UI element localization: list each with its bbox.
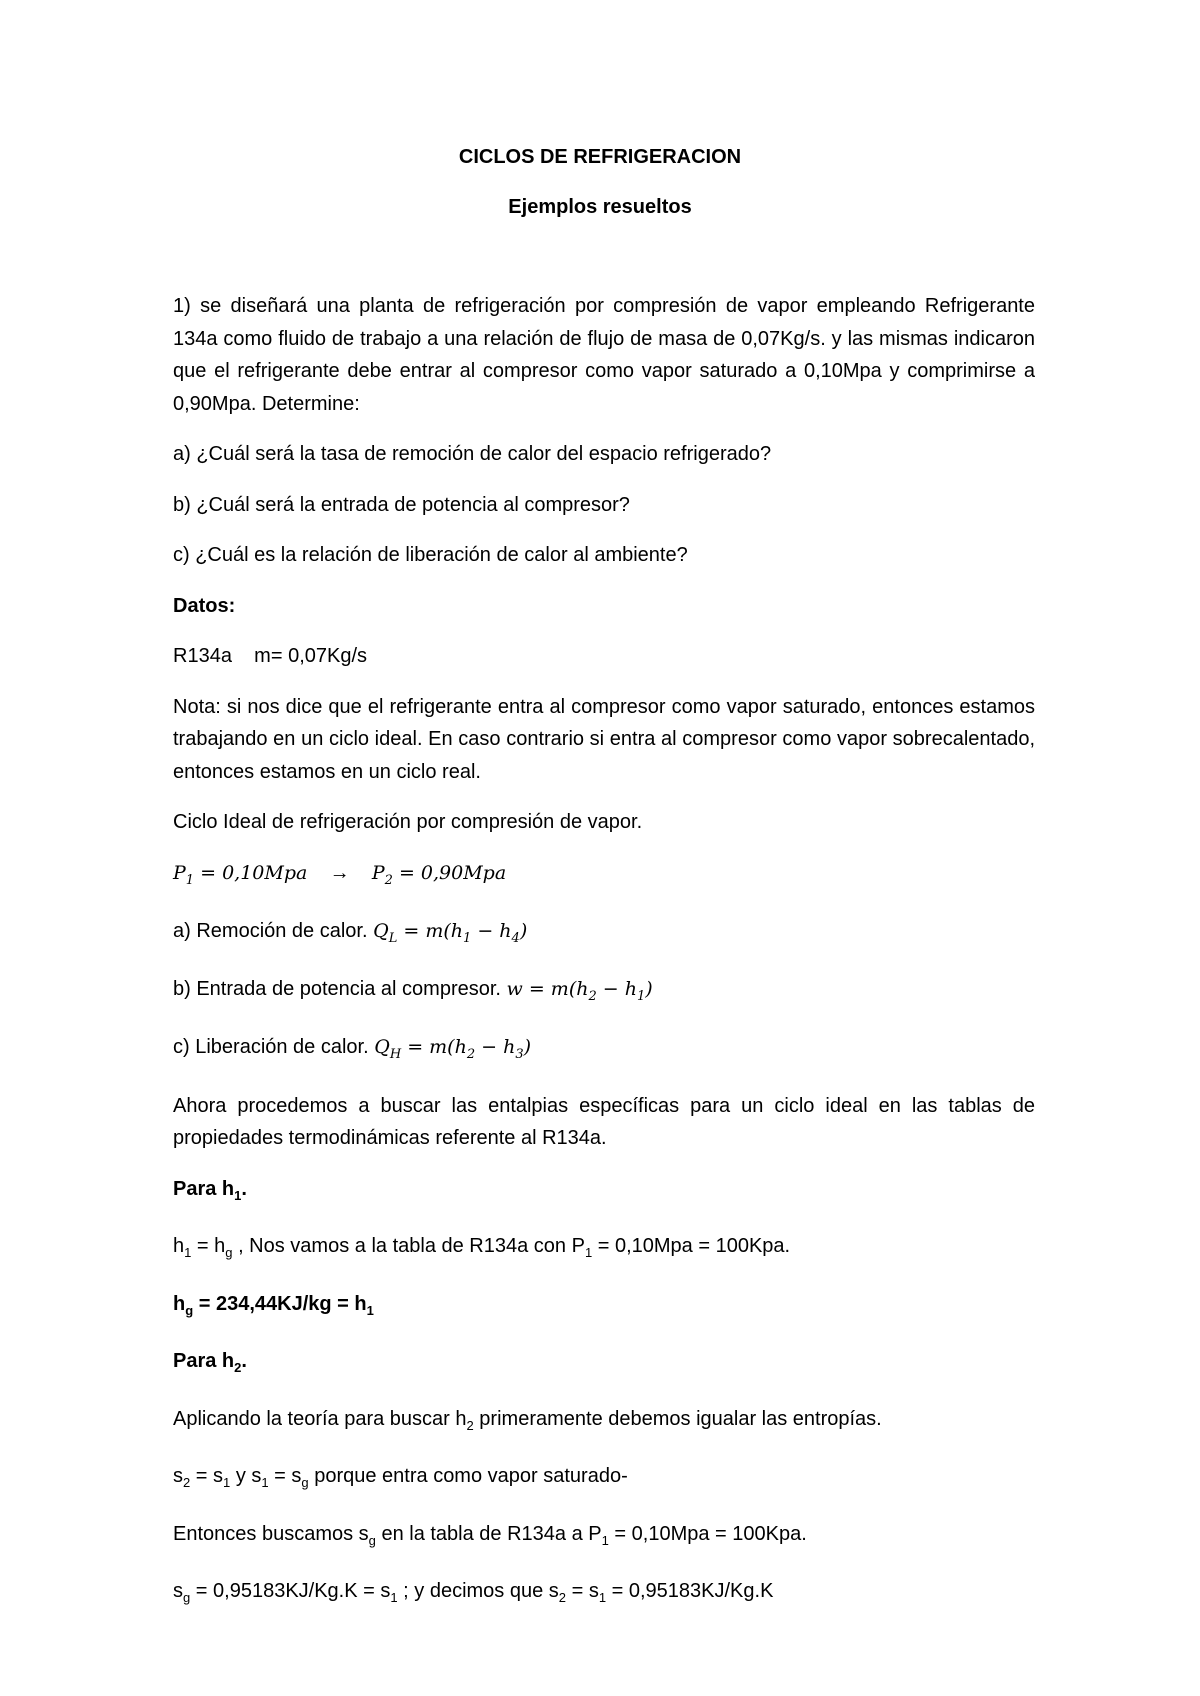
h1-heading: Para $h_1$. bbox=[173, 1177, 247, 1203]
nota-paragraph: Nota: si nos dice que el refrigerante entra al compresor como vapor saturado, entonces estamos trabajando en un ciclo ideal. En caso contrario si entra al compresor como vapor sobrecalentado, entonces estamos en un ciclo real. bbox=[173, 695, 1035, 783]
h2-heading: Para $h_2$. bbox=[173, 1350, 247, 1376]
formula-c: c) Liberación de calor. $Q_H = m(h_2 - h_3)$ bbox=[173, 1036, 532, 1063]
question-c: c) ¿Cuál es la relación de liberación de calor al ambiente? bbox=[173, 544, 688, 566]
document-subtitle: Ejemplos resueltos bbox=[508, 196, 692, 218]
formula-b: b) Entrada de potencia al compresor. $w = m(h_2 - h_1)$ bbox=[173, 978, 653, 1004]
question-b: b) ¿Cuál será la entrada de potencia al compresor? bbox=[173, 493, 630, 516]
document-body bbox=[173, 290, 1035, 1633]
question-a: a) ¿Cuál será la tasa de remoción de calor del espacio refrigerado? bbox=[173, 443, 772, 465]
problem-statement: 1) se diseñará una planta de refrigeración por compresión de vapor empleando Refrigerante 134a como fluido de trabajo a una relación de flujo de masa de 0,07Kg/s. y las mismas indicaron que el refrigerante debe entrar al compresor como vapor saturado a 0,10Mpa y comprimirse a 0,90Mpa. Determine: bbox=[173, 295, 1035, 415]
ciclo-ideal-line: Ciclo Ideal de refrigeración por compresión de vapor. bbox=[173, 811, 643, 833]
formula-a: a) Remoción de calor. $Q_L = m(h_1 - h_4)$ bbox=[173, 919, 528, 946]
entropy-line: $s_2 = s_1$ y $s_1 = s_g$ porque entra como vapor saturado- bbox=[173, 1465, 628, 1491]
document-title: CICLOS DE REFRIGERACION bbox=[458, 146, 742, 168]
buscamos-line: Entonces buscamos $s_g$ en la tabla de R134a a $P_1 = 0,10Mpa = 100Kpa$. bbox=[173, 1522, 807, 1548]
aplicando-line: Aplicando la teoría para buscar $h_2$ primeramente debemos igualar las entropías. bbox=[173, 1407, 882, 1433]
h1-line: $h_1 = h_g$ , Nos vamos a la tabla de R134a con $P_1 = 0,10Mpa = 100Kpa$. bbox=[173, 1235, 791, 1261]
datos-heading: Datos: bbox=[173, 594, 236, 617]
pressure-equation: $P_1 = 0,10Mpa$ → $P_2 = 0,90Mpa$ bbox=[173, 861, 507, 888]
h1-result: $h_g = 234,44KJ/kg = h_1$ bbox=[173, 1292, 374, 1318]
datos-values: R134a m= 0,07Kg/s bbox=[173, 645, 368, 667]
sg-result: $s_g = 0,95183KJ/Kg.K = s_1$ ; y decimos que $s_2 = s_1 = 0,95183KJ/Kg.K$ bbox=[173, 1580, 774, 1606]
ahora-paragraph: Ahora procedemos a buscar las entalpias específicas para un ciclo ideal en las tablas de propiedades termodinámicas referente al R134a. bbox=[173, 1094, 1035, 1150]
